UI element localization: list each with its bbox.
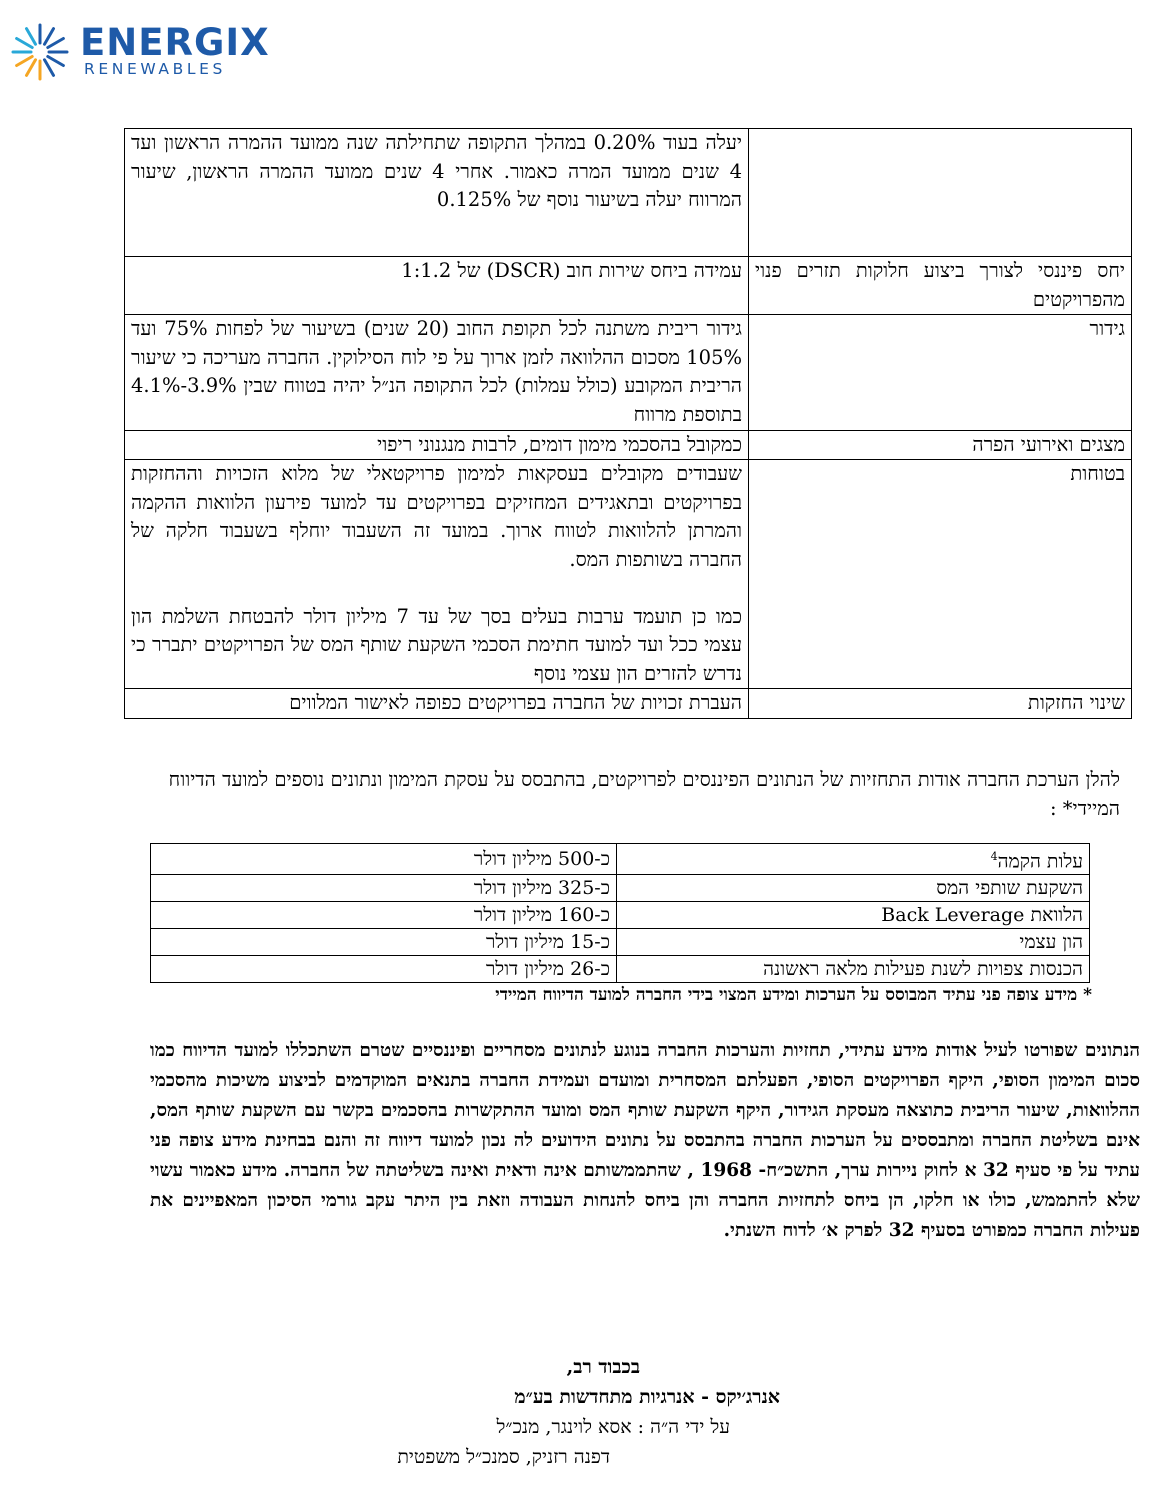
term-value: עמידה ביחס שירות חוב (DSCR) של 1:1.2 — [125, 257, 749, 315]
signature-signer-1: על ידי ה״ה : אסא לוינגר, מנכ״ל — [496, 1416, 730, 1438]
intro-paragraph: להלן הערכת החברה אודות התחזיות של הנתונים הפיננסים לפרויקטים, בהתבסס על עסקת המימון ונתונים נוספים למועד הדיווח המיידי* : — [168, 768, 1120, 820]
financing-terms-table — [124, 128, 1132, 719]
fin-label: הון עצמי — [617, 929, 1090, 956]
fin-value: כ-26 מיליון דולר — [151, 956, 617, 983]
signature-closing: בכבוד רב, — [566, 1356, 640, 1378]
table-row — [151, 929, 1090, 956]
table-row — [151, 956, 1090, 983]
table-row — [125, 689, 1132, 719]
table-row — [125, 460, 1132, 689]
table-row — [125, 257, 1132, 315]
fin-label: הלוואת Back Leverage — [617, 902, 1090, 929]
collateral-text: שעבודים מקובלים בעסקאות למימון פרויקטאלי של מלוא הזכויות וההחזקות בפרויקטים ובתאגידים המחזיקים בפרויקטים עד למועד פירעון הלוואות ההקמה והמרתן להלוואות לטווח ארוך. במועד זה השעבוד יוחלף בשעבוד חלקה של החברה בשותפות המס. — [131, 462, 742, 571]
term-value: יעלה בעוד 0.20% במהלך התקופה שתחילתה שנה ממועד ההמרה הראשון ועד 4 שנים ממועד המרה כאמור. אחרי 4 שנים ממועד ההמרה הראשון, שיעור המרווח יעלה בשיעור נוסף של 0.125% — [125, 129, 749, 257]
company-logo — [10, 21, 270, 82]
term-label: מצגים ואירועי הפרה — [749, 430, 1132, 460]
table-row — [125, 315, 1132, 430]
fin-value: כ-15 מיליון דולר — [151, 929, 617, 956]
table-row — [151, 902, 1090, 929]
term-label: יחס פיננסי לצורך ביצוע חלוקות תזרים פנוי מהפרויקטים — [749, 257, 1132, 315]
term-label: שינוי החזקות — [749, 689, 1132, 719]
term-value: כמקובל בהסכמי מימון דומים, לרבות מנגנוני ריפוי — [125, 430, 749, 460]
logo-name: ENERGIX — [80, 21, 270, 64]
footnote-ref: 4 — [990, 850, 998, 863]
forward-looking-footnote: * מידע צופה פני עתיד המבוסס על הערכות ומידע המצוי בידי החברה למועד הדיווח המיידי — [495, 985, 1092, 1005]
table-row — [125, 430, 1132, 460]
term-label: בטוחות — [749, 460, 1132, 689]
table-row — [125, 129, 1132, 257]
fin-label: השקעת שותפי המס — [617, 875, 1090, 902]
fin-value: כ-500 מיליון דולר — [151, 844, 617, 875]
fin-value: כ-325 מיליון דולר — [151, 875, 617, 902]
term-label: גידור — [749, 315, 1132, 430]
term-value: העברת זכויות של החברה בפרויקטים כפופה לאישור המלווים — [125, 689, 749, 719]
fin-value: כ-160 מיליון דולר — [151, 902, 617, 929]
table-row — [151, 875, 1090, 902]
financial-data-table — [150, 843, 1090, 983]
signature-signer-2: דפנה רזניק, סמנכ״ל משפטית — [397, 1446, 610, 1468]
fin-label: עלות הקמה$^4$ — [617, 844, 1090, 875]
table-row — [151, 844, 1090, 875]
term-value — [125, 460, 749, 689]
disclaimer-paragraph: הנתונים שפורטו לעיל אודות מידע עתידי, תחזיות והערכות החברה בנוגע לנתונים מסחריים ופיננסיים שטרם השתכללו למועד הדיווח כמו סכום המימון הסופי, היקף הפרויקטים הסופי, הפעלתם המסחרית ומועדם ועמידת החברה בתנאים המוקדמים לביצוע משיכות מהסכמי ההלוואות, שיעור הריבית כתוצאה מעסקת הגידור, היקף השקעת שותף המס ומועד ההתקשרות בהסכמים בקשר עם השקעת שותף המס, אינם בשליטת החברה ומתבססים על הערכות החברה בהתבסס על נתונים הידועים לה נכון למועד דיווח זה והנם בבחינת מידע צופה פני עתיד על פי סעיף 32 א לחוק ניירות ערך, התשכ״ח- 1968 , שהתממשותם אינה ודאית ואינה בשליטתה של החברה. מידע כאמור עשוי שלא להתממש, כולו או חלקו, הן ביחס לתחזיות החברה והן ביחס להנחות העבודה וזאת בין היתר עקב גורמי הסיכון המאפיינים את פעילות החברה כמפורט בסעיף 32 לפרק א׳ לדוח השנתי. — [150, 1040, 1140, 1241]
guarantee-text: כמו כן תועמד ערבות בעלים בסך של עד 7 מיליון דולר להבטחת השלמת הון עצמי ככל ועד למועד חתימת הסכמי השקעת שותף המס של הפרויקטים יתברר כי נדרש להזרים הון עצמי נוסף — [131, 604, 742, 685]
term-value: גידור ריבית משתנה לכל תקופת החוב (20 שנים) בשיעור של לפחות 75% ועד 105% מסכום ההלוואה לזמן ארוך על פי לוח הסילוקין. החברה מעריכה כי שיעור הריבית המקובע (כולל עמלות) לכל התקופה הנ״ל יהיה בטווח שבין 3.9%-4.1% בתוספת מרווח — [125, 315, 749, 430]
logo-tagline: RENEWABLES — [84, 60, 226, 78]
sun-rays-icon — [10, 22, 70, 82]
term-label — [749, 129, 1132, 257]
signature-company: אנרג׳יקס - אנרגיות מתחדשות בע״מ — [514, 1386, 780, 1408]
fin-label: הכנסות צפויות לשנת פעילות מלאה ראשונה — [617, 956, 1090, 983]
